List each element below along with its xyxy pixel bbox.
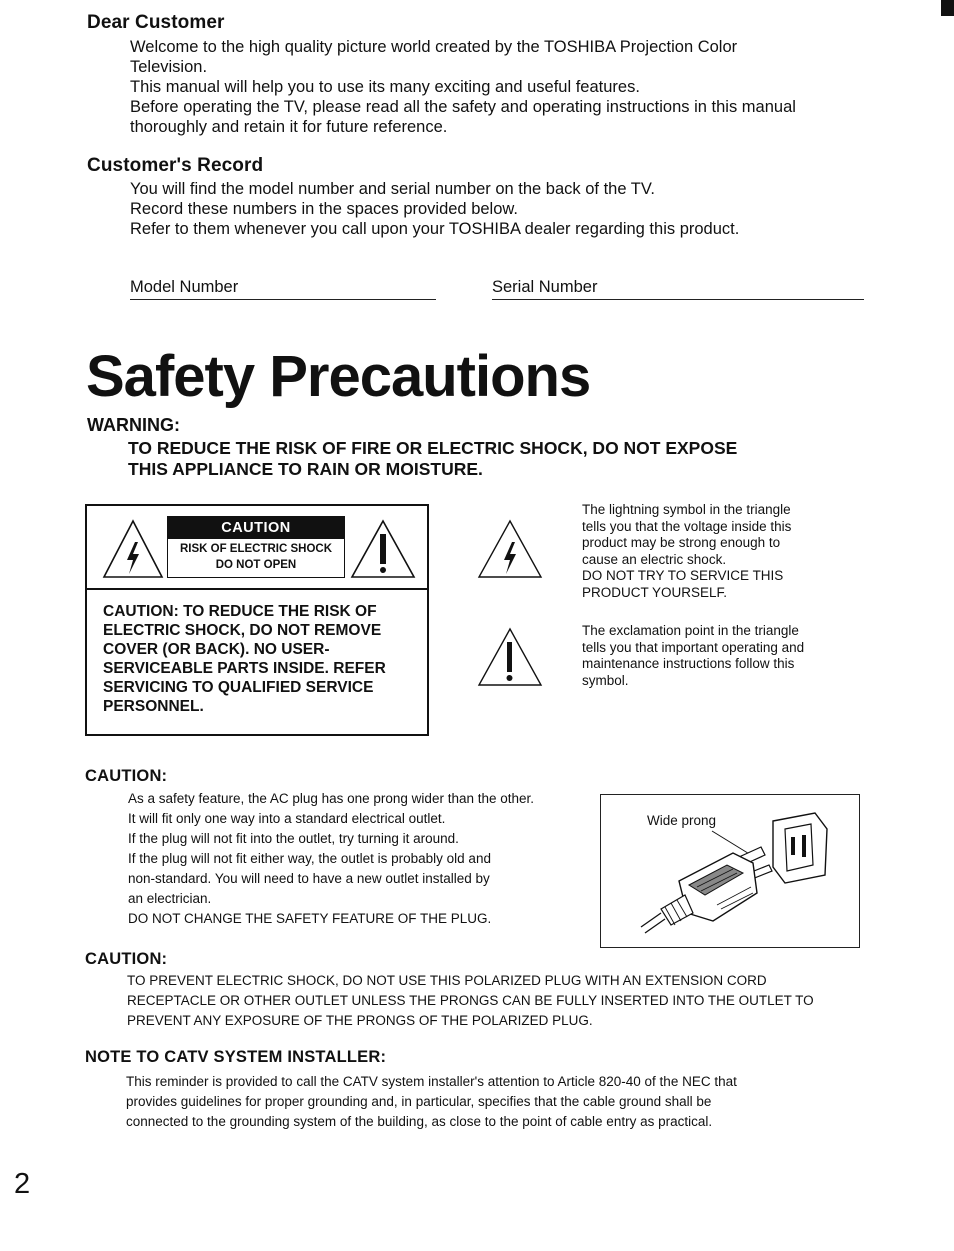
caution-label (167, 516, 345, 578)
text-line: You will find the model number and serial number on the back of the TV. (130, 180, 655, 198)
serial-number-label: Serial Number (492, 278, 598, 296)
text-line: Refer to them whenever you call upon your TOSHIBA dealer regarding this product. (130, 220, 740, 238)
text-line: DO NOT CHANGE THE SAFETY FEATURE OF THE PLUG. (128, 911, 492, 926)
text-line: tells you that important operating and (582, 639, 805, 655)
catv-note-text (126, 1072, 737, 1132)
caution-label-box (85, 504, 429, 736)
warning-text (128, 438, 737, 480)
caution-label-header (87, 506, 427, 590)
text-line: thoroughly and retain it for future reference. (130, 118, 448, 136)
text-line: non-standard. You will need to have a new outlet installed by (128, 871, 490, 886)
text-line: Television. (130, 58, 208, 76)
text-line: cause an electric shock. (582, 551, 727, 567)
text-line: The exclamation point in the triangle (582, 623, 799, 638)
text-line: PERSONNEL. (103, 698, 204, 715)
exclamation-triangle-icon (476, 626, 544, 688)
page-corner-mark (941, 0, 954, 16)
text-line: provides guidelines for proper grounding and, in particular, specifies that the cable ground shall be (126, 1094, 712, 1109)
text-line: Before operating the TV, please read all the safety and operating instructions in this manual (130, 98, 796, 116)
exclamation-triangle-icon (349, 518, 417, 580)
catv-note-heading: NOTE TO CATV SYSTEM INSTALLER: (85, 1048, 387, 1066)
polarized-plug-figure (600, 794, 860, 948)
caution-extension-heading: CAUTION: (85, 950, 168, 968)
text-line: PRODUCT YOURSELF. (582, 584, 728, 600)
text-line: If the plug will not fit into the outlet, try turning it around. (128, 831, 459, 846)
model-number-field[interactable] (130, 299, 436, 300)
text-line: an electrician. (128, 891, 212, 906)
text-line: As a safety feature, the AC plug has one prong wider than the other. (128, 791, 535, 806)
model-number-label: Model Number (130, 278, 239, 296)
caution-box-text (103, 602, 411, 716)
text-line: Record these numbers in the spaces provided below. (130, 200, 518, 218)
dear-customer-heading: Dear Customer (87, 12, 225, 33)
customer-record-text (130, 179, 739, 239)
text-line: This reminder is provided to call the CATV system installer's attention to Article 820-40 of the NEC that (126, 1074, 737, 1089)
page-number: 2 (14, 1168, 31, 1200)
caution-extension-text (127, 971, 814, 1031)
text-line: maintenance instructions follow this (582, 656, 795, 671)
text-line: This manual will help you to use its many exciting and useful features. (130, 78, 640, 96)
text-line: RECEPTACLE OR OTHER OUTLET UNLESS THE PRONGS CAN BE FULLY INSERTED INTO THE OUTLET TO (127, 993, 814, 1008)
text-line: Welcome to the high quality picture world created by the TOSHIBA Projection Color (130, 38, 738, 56)
text-line: connected to the grounding system of the building, as close to the point of cable entry as practical. (126, 1114, 713, 1129)
polarized-plug-icon (601, 795, 859, 947)
text-line: ELECTRIC SHOCK, DO NOT REMOVE (103, 622, 382, 639)
text-line: CAUTION: TO REDUCE THE RISK OF (103, 603, 377, 620)
lightning-triangle-icon (101, 518, 165, 580)
wide-prong-label: Wide prong (647, 813, 717, 828)
exclamation-symbol-note (582, 623, 804, 689)
serial-number-field[interactable] (492, 299, 864, 300)
text-line: The lightning symbol in the triangle (582, 502, 791, 517)
caution-risk-line: RISK OF ELECTRIC SHOCK (179, 543, 333, 555)
text-line: THIS APPLIANCE TO RAIN OR MOISTURE. (128, 459, 483, 479)
text-line: TO PREVENT ELECTRIC SHOCK, DO NOT USE THIS POLARIZED PLUG WITH AN EXTENSION CORD (127, 973, 767, 988)
lightning-triangle-icon (476, 518, 544, 580)
text-line: product may be strong enough to (582, 535, 781, 550)
dear-customer-text (130, 37, 796, 137)
text-line: tells you that the voltage inside this (582, 518, 792, 534)
text-line: COVER (OR BACK). NO USER- (103, 641, 330, 658)
warning-heading: WARNING: (87, 415, 180, 435)
caution-plug-text (128, 789, 534, 929)
customer-record-heading: Customer's Record (87, 155, 264, 176)
text-line: SERVICING TO QUALIFIED SERVICE (103, 679, 374, 696)
caution-banner: CAUTION (168, 517, 344, 539)
lightning-symbol-note (582, 502, 791, 601)
text-line: If the plug will not fit either way, the outlet is probably old and (128, 851, 491, 866)
page-title: Safety Precautions (86, 344, 591, 409)
text-line: TO REDUCE THE RISK OF FIRE OR ELECTRIC SHOCK, DO NOT EXPOSE (128, 438, 738, 458)
text-line: It will fit only one way into a standard electrical outlet. (128, 811, 446, 826)
caution-plug-heading: CAUTION: (85, 767, 168, 785)
text-line: symbol. (582, 672, 629, 688)
text-line: DO NOT TRY TO SERVICE THIS (582, 568, 784, 583)
text-line: SERVICEABLE PARTS INSIDE. REFER (103, 660, 386, 677)
text-line: PREVENT ANY EXPOSURE OF THE PRONGS OF THE POLARIZED PLUG. (127, 1013, 593, 1028)
caution-do-not-open-line: DO NOT OPEN (215, 559, 297, 571)
